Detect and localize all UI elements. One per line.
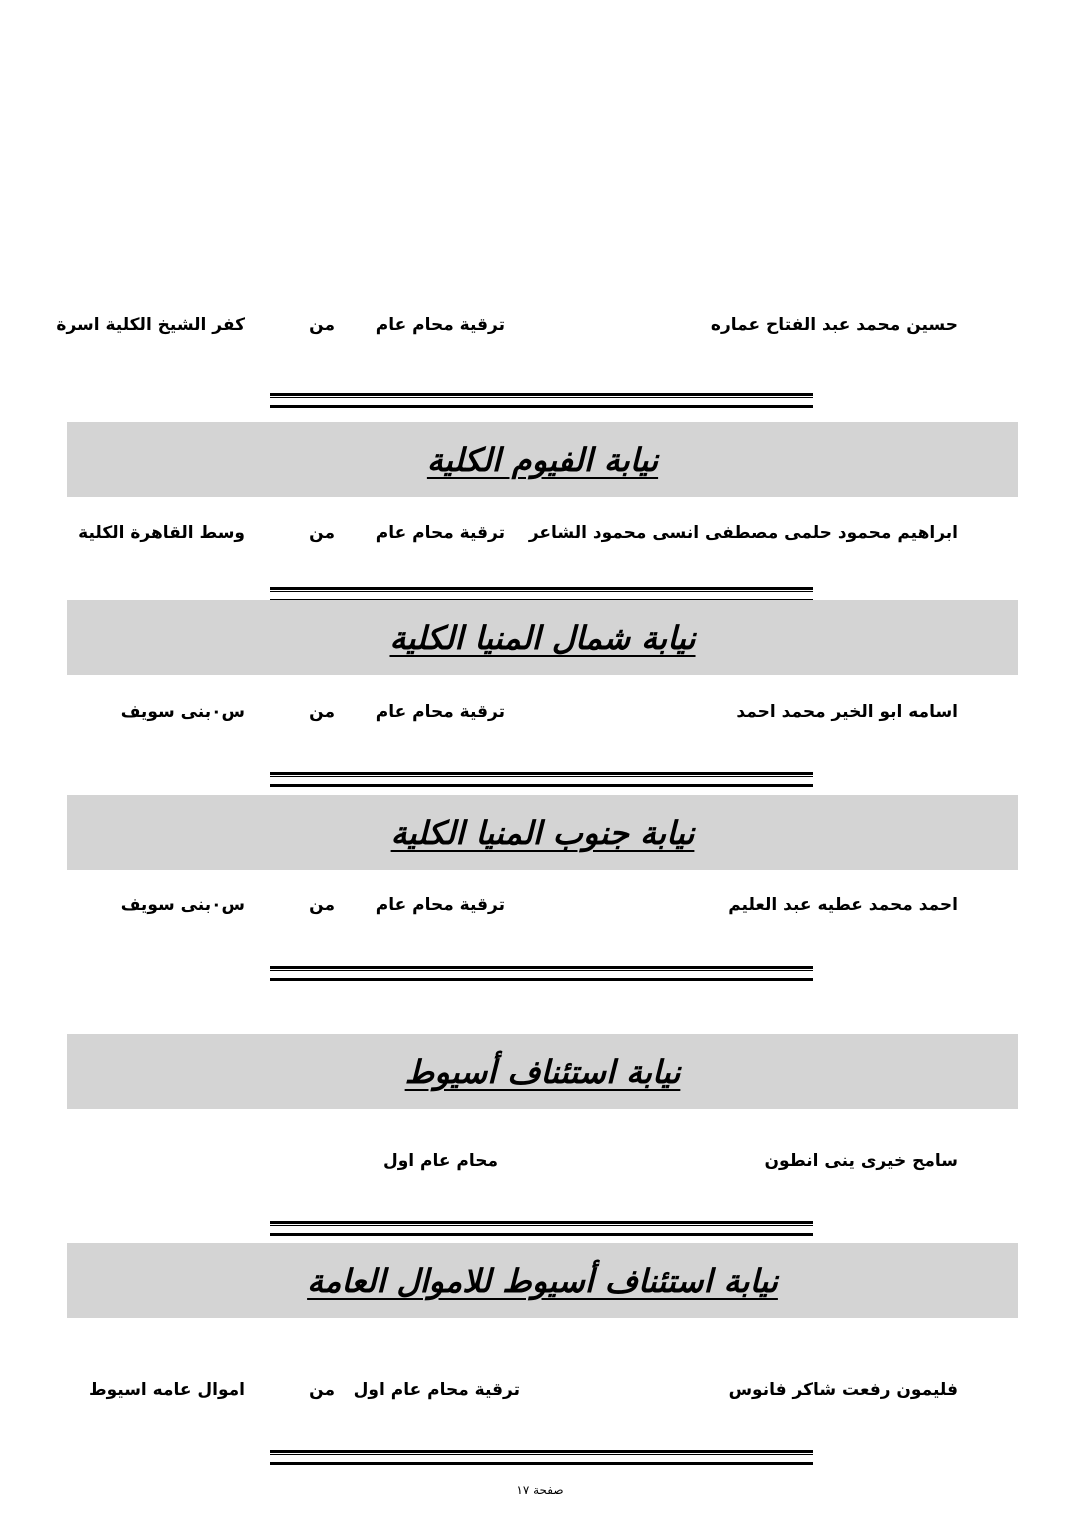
- section-title: نيابة استئناف أسيوط للاموال العامة: [307, 1261, 778, 1300]
- origin-office: وسط القاهرة الكلية: [78, 523, 245, 543]
- promotion-text: محام عام اول: [382, 1151, 498, 1171]
- entry-row: [0, 513, 1080, 553]
- promotion-text: ترقية محام عام: [375, 523, 505, 543]
- entry-row: [0, 1141, 1080, 1181]
- section-header: [67, 422, 1018, 497]
- double-rule-divider: [270, 1221, 813, 1236]
- entry-row: [0, 1370, 1080, 1410]
- section-title: نيابة استئناف أسيوط: [404, 1052, 681, 1091]
- from-label: من: [309, 1380, 335, 1400]
- section-title: نيابة شمال المنيا الكلية: [389, 618, 696, 657]
- section-header: [67, 795, 1018, 870]
- double-rule-divider: [270, 393, 813, 408]
- person-name: اسامه ابو الخير محمد احمد: [736, 702, 958, 722]
- from-label: من: [309, 702, 335, 722]
- person-name: احمد محمد عطيه عبد العليم: [728, 895, 958, 915]
- double-rule-divider: [270, 1450, 813, 1465]
- double-rule-divider: [270, 966, 813, 981]
- entry-row: [0, 692, 1080, 732]
- origin-office: كفر الشيخ الكلية اسرة: [56, 315, 245, 335]
- section-header: [67, 600, 1018, 675]
- page-number: صفحة ١٧: [516, 1483, 564, 1497]
- person-name: ابراهيم محمود حلمى مصطفى انسى محمود الشاعر: [528, 523, 958, 543]
- person-name: فليمون رفعت شاكر فانوس: [728, 1380, 958, 1400]
- promotion-text: ترقية محام عام اول: [353, 1380, 520, 1400]
- promotion-text: ترقية محام عام: [375, 702, 505, 722]
- from-label: من: [309, 895, 335, 915]
- section-header: [67, 1243, 1018, 1318]
- double-rule-divider: [270, 772, 813, 787]
- entry-row: [0, 305, 1080, 345]
- person-name: حسين محمد عبد الفتاح عماره: [710, 315, 958, 335]
- entry-row: [0, 885, 1080, 925]
- promotion-text: ترقية محام عام: [375, 895, 505, 915]
- section-header: [67, 1034, 1018, 1109]
- promotion-text: ترقية محام عام: [375, 315, 505, 335]
- from-label: من: [309, 523, 335, 543]
- person-name: سامح خيرى ينى انطون: [764, 1151, 958, 1171]
- section-title: نيابة جنوب المنيا الكلية: [390, 813, 695, 852]
- origin-office: س٠بنى سويف: [120, 895, 245, 915]
- origin-office: س٠بنى سويف: [120, 702, 245, 722]
- from-label: من: [309, 315, 335, 335]
- section-title: نيابة الفيوم الكلية: [426, 440, 659, 479]
- origin-office: اموال عامه اسيوط: [88, 1380, 245, 1400]
